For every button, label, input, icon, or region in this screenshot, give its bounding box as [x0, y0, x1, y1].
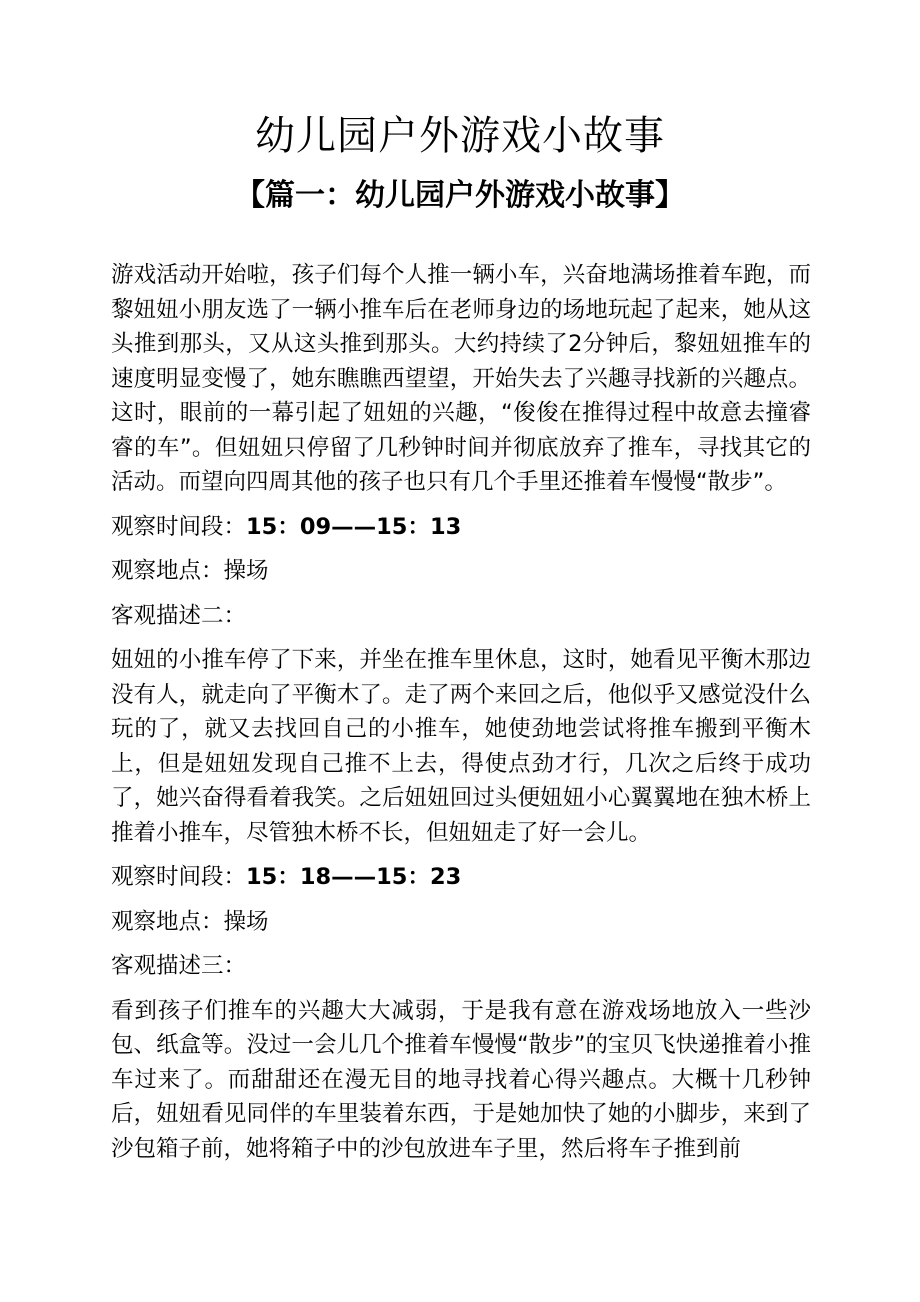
paragraph-2: 妞妞的小推车停了下来，并坐在推车里休息，这时，她看见平衡木那边没有人，就走向了平衡木了。走了两个来回之后，他似乎又感觉没什么玩的了，就又去找回自己的小推车，她使劲地尝试将推车搬到平衡木上，但是妞妞发现自己推不上去，得使点劲才行，几次之后终于成功了，她兴奋得看着我笑。之后妞妞回过头便妞妞小心翼翼地在独木桥上推着小推车，尽管独木桥不长，但妞妞走了好一会儿。 — [111, 647, 811, 846]
document-body — [111, 258, 811, 1176]
observation-time-label: 观察时间段： — [111, 513, 247, 540]
paragraph-3: 看到孩子们推车的兴趣大大减弱，于是我有意在游戏场地放入一些沙包、纸盒等。没过一会儿几个推着车慢慢“散步”的宝贝飞快递推着小推车过来了。而甜甜还在漫无目的地寻找着心得兴趣点。大概十几秒钟后，妞妞看见同伴的车里装着东西，于是她加快了她的小脚步，来到了沙包箱子前，她将箱子中的沙包放进车子里，然后将车子推到前 — [111, 997, 811, 1162]
paragraph-1: 游戏活动开始啦，孩子们每个人推一辆小车，兴奋地满场推着车跑，而黎妞妞小朋友选了一辆小推车后在老师身边的场地玩起了起来，她从这头推到那头，又从这头推到那头。大约持续了2分钟后，黎妞妞推车的速度明显变慢了，她东瞧瞧西望望，开始失去了兴趣寻找新的兴趣点。这时，眼前的一幕引起了妞妞的兴趣，“俊俊在推得过程中故意去撞睿睿的车”。但妞妞只停留了几秒钟时间并彻底放弃了推车，寻找其它的活动。而望向四周其他的孩子也只有几个手里还推着车慢慢“散步”。 — [111, 262, 811, 495]
observation-place-3: 观察地点：操场 — [111, 908, 269, 935]
document-title: 幼儿园户外游戏小故事 — [255, 113, 665, 159]
observation-time-2 — [111, 510, 811, 545]
observation-time-value: 15：09——15：13 — [246, 513, 462, 540]
observation-time-3 — [111, 860, 811, 895]
observation-time-label: 观察时间段： — [111, 864, 247, 890]
observation-place-2: 观察地点：操场 — [111, 558, 269, 584]
document-subtitle: 【篇一：幼儿园户外游戏小故事】 — [235, 178, 685, 213]
observation-time-value: 15：18——15：23 — [246, 864, 462, 890]
observation-desc-label-2: 客观描述二： — [111, 602, 247, 629]
observation-desc-label-3: 客观描述三： — [111, 953, 247, 979]
